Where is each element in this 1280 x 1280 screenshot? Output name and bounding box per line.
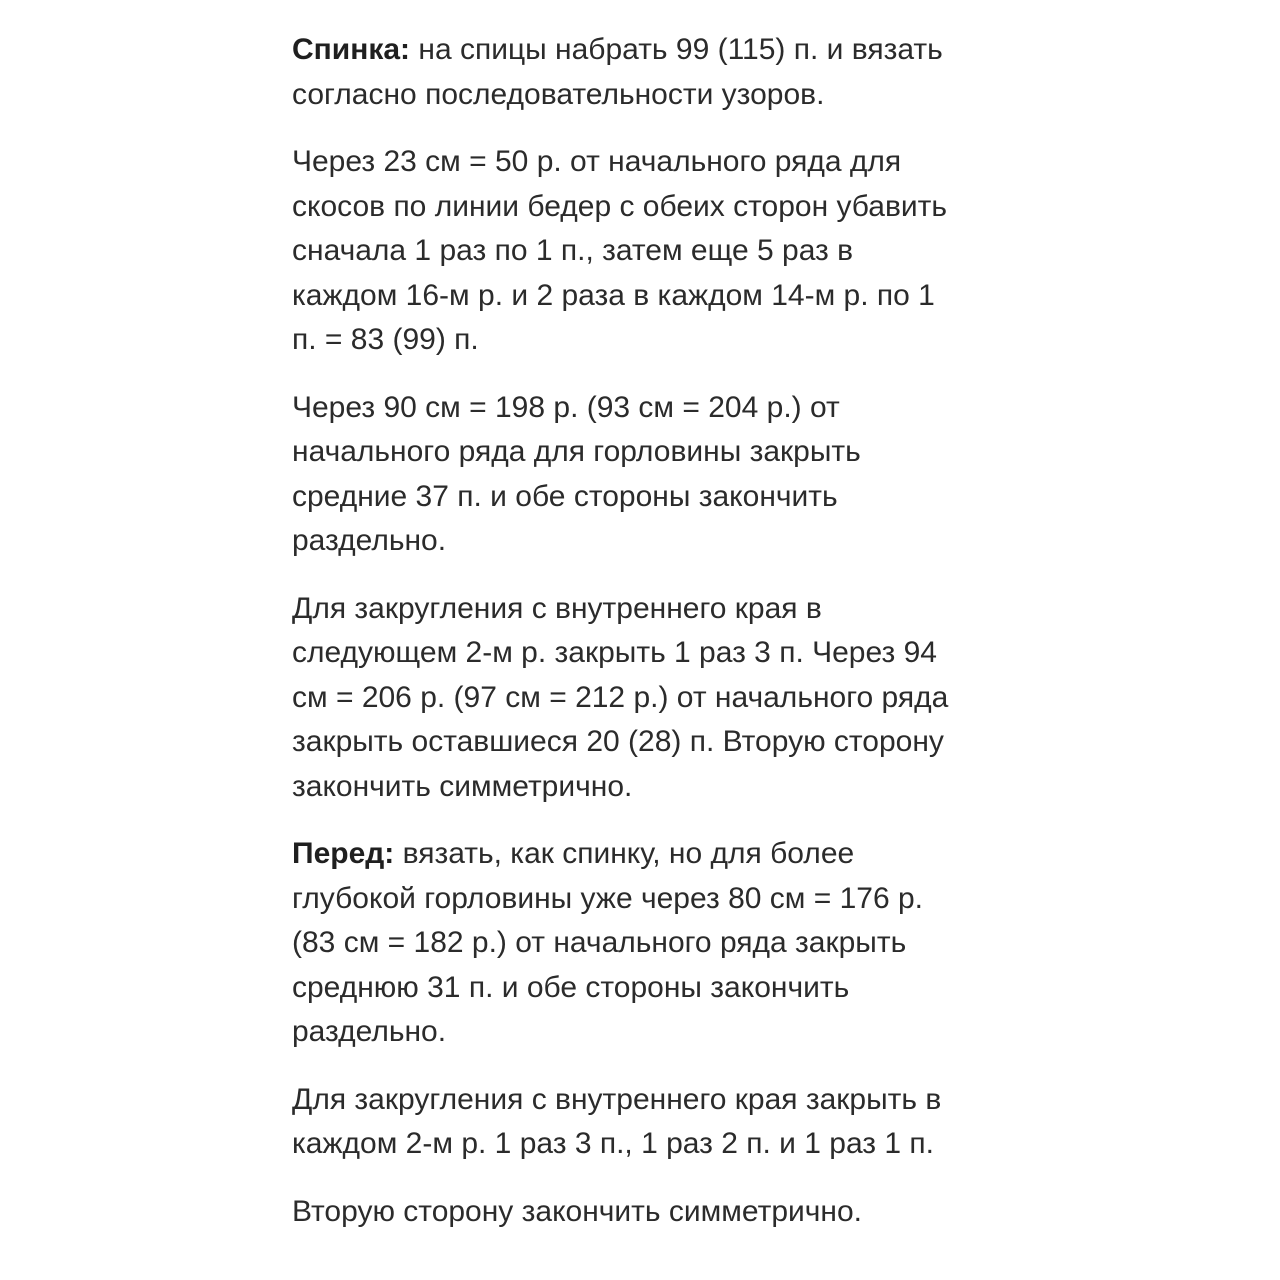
text-line: Перед: вязать, как спинку, но для более (292, 837, 855, 870)
text-line: каждом 2-м р. 1 раз 3 п., 1 раз 2 п. и 1 раз 1 п. (292, 1127, 934, 1160)
text-line: Для закругления с внутреннего края в (292, 591, 822, 625)
paragraph-back-rounding (292, 587, 1022, 810)
document-body (292, 28, 1022, 1257)
paragraph-back (292, 28, 1022, 117)
text-line: раздельно. (292, 524, 447, 557)
section-heading-back: Спинка: (292, 33, 411, 66)
text-line: закончить симметрично. (292, 769, 633, 803)
paragraph-front (292, 832, 1022, 1055)
paragraph-back-neckline (292, 386, 1022, 564)
text-line: следующем 2-м р. закрыть 1 раз 3 п. Через 94 (292, 636, 937, 669)
text-line: Вторую сторону закончить симметрично. (292, 1194, 862, 1228)
text-line: закрыть оставшиеся 20 (28) п. Вторую сторону (292, 725, 944, 758)
text-line: п. = 83 (99) п. (292, 323, 479, 356)
text-line: Через 23 см = 50 р. от начального ряда для (292, 145, 902, 178)
text-line: согласно последовательности узоров. (292, 77, 825, 111)
section-heading-front: Перед: (292, 837, 395, 870)
text-line: (83 см = 182 р.) от начального ряда закрыть (292, 926, 907, 959)
paragraph-hip-decrease (292, 140, 1022, 363)
text-line: Через 90 см = 198 р. (93 см = 204 р.) от (292, 390, 840, 424)
text-line: глубокой горловины уже через 80 см = 176 р. (292, 881, 924, 915)
text-line: Для закругления с внутреннего края закрыть в (292, 1082, 942, 1116)
text-line: см = 206 р. (97 см = 212 р.) от начального ряда (292, 680, 949, 714)
text-line: скосов по линии бедер с обеих сторон убавить (292, 189, 948, 223)
text-line: каждом 16-м р. и 2 раза в каждом 14-м р. по 1 (292, 278, 935, 312)
paragraph-finish (292, 1190, 1022, 1235)
paragraph-front-rounding (292, 1078, 1022, 1167)
text-line: средние 37 п. и обе стороны закончить (292, 479, 838, 513)
text-line: Спинка: на спицы набрать 99 (115) п. и вязать (292, 33, 943, 66)
text-line: раздельно. (292, 1015, 447, 1048)
text-line: среднюю 31 п. и обе стороны закончить (292, 970, 850, 1004)
text-line: начального ряда для горловины закрыть (292, 435, 861, 468)
text-line: сначала 1 раз по 1 п., затем еще 5 раз в (292, 234, 854, 267)
